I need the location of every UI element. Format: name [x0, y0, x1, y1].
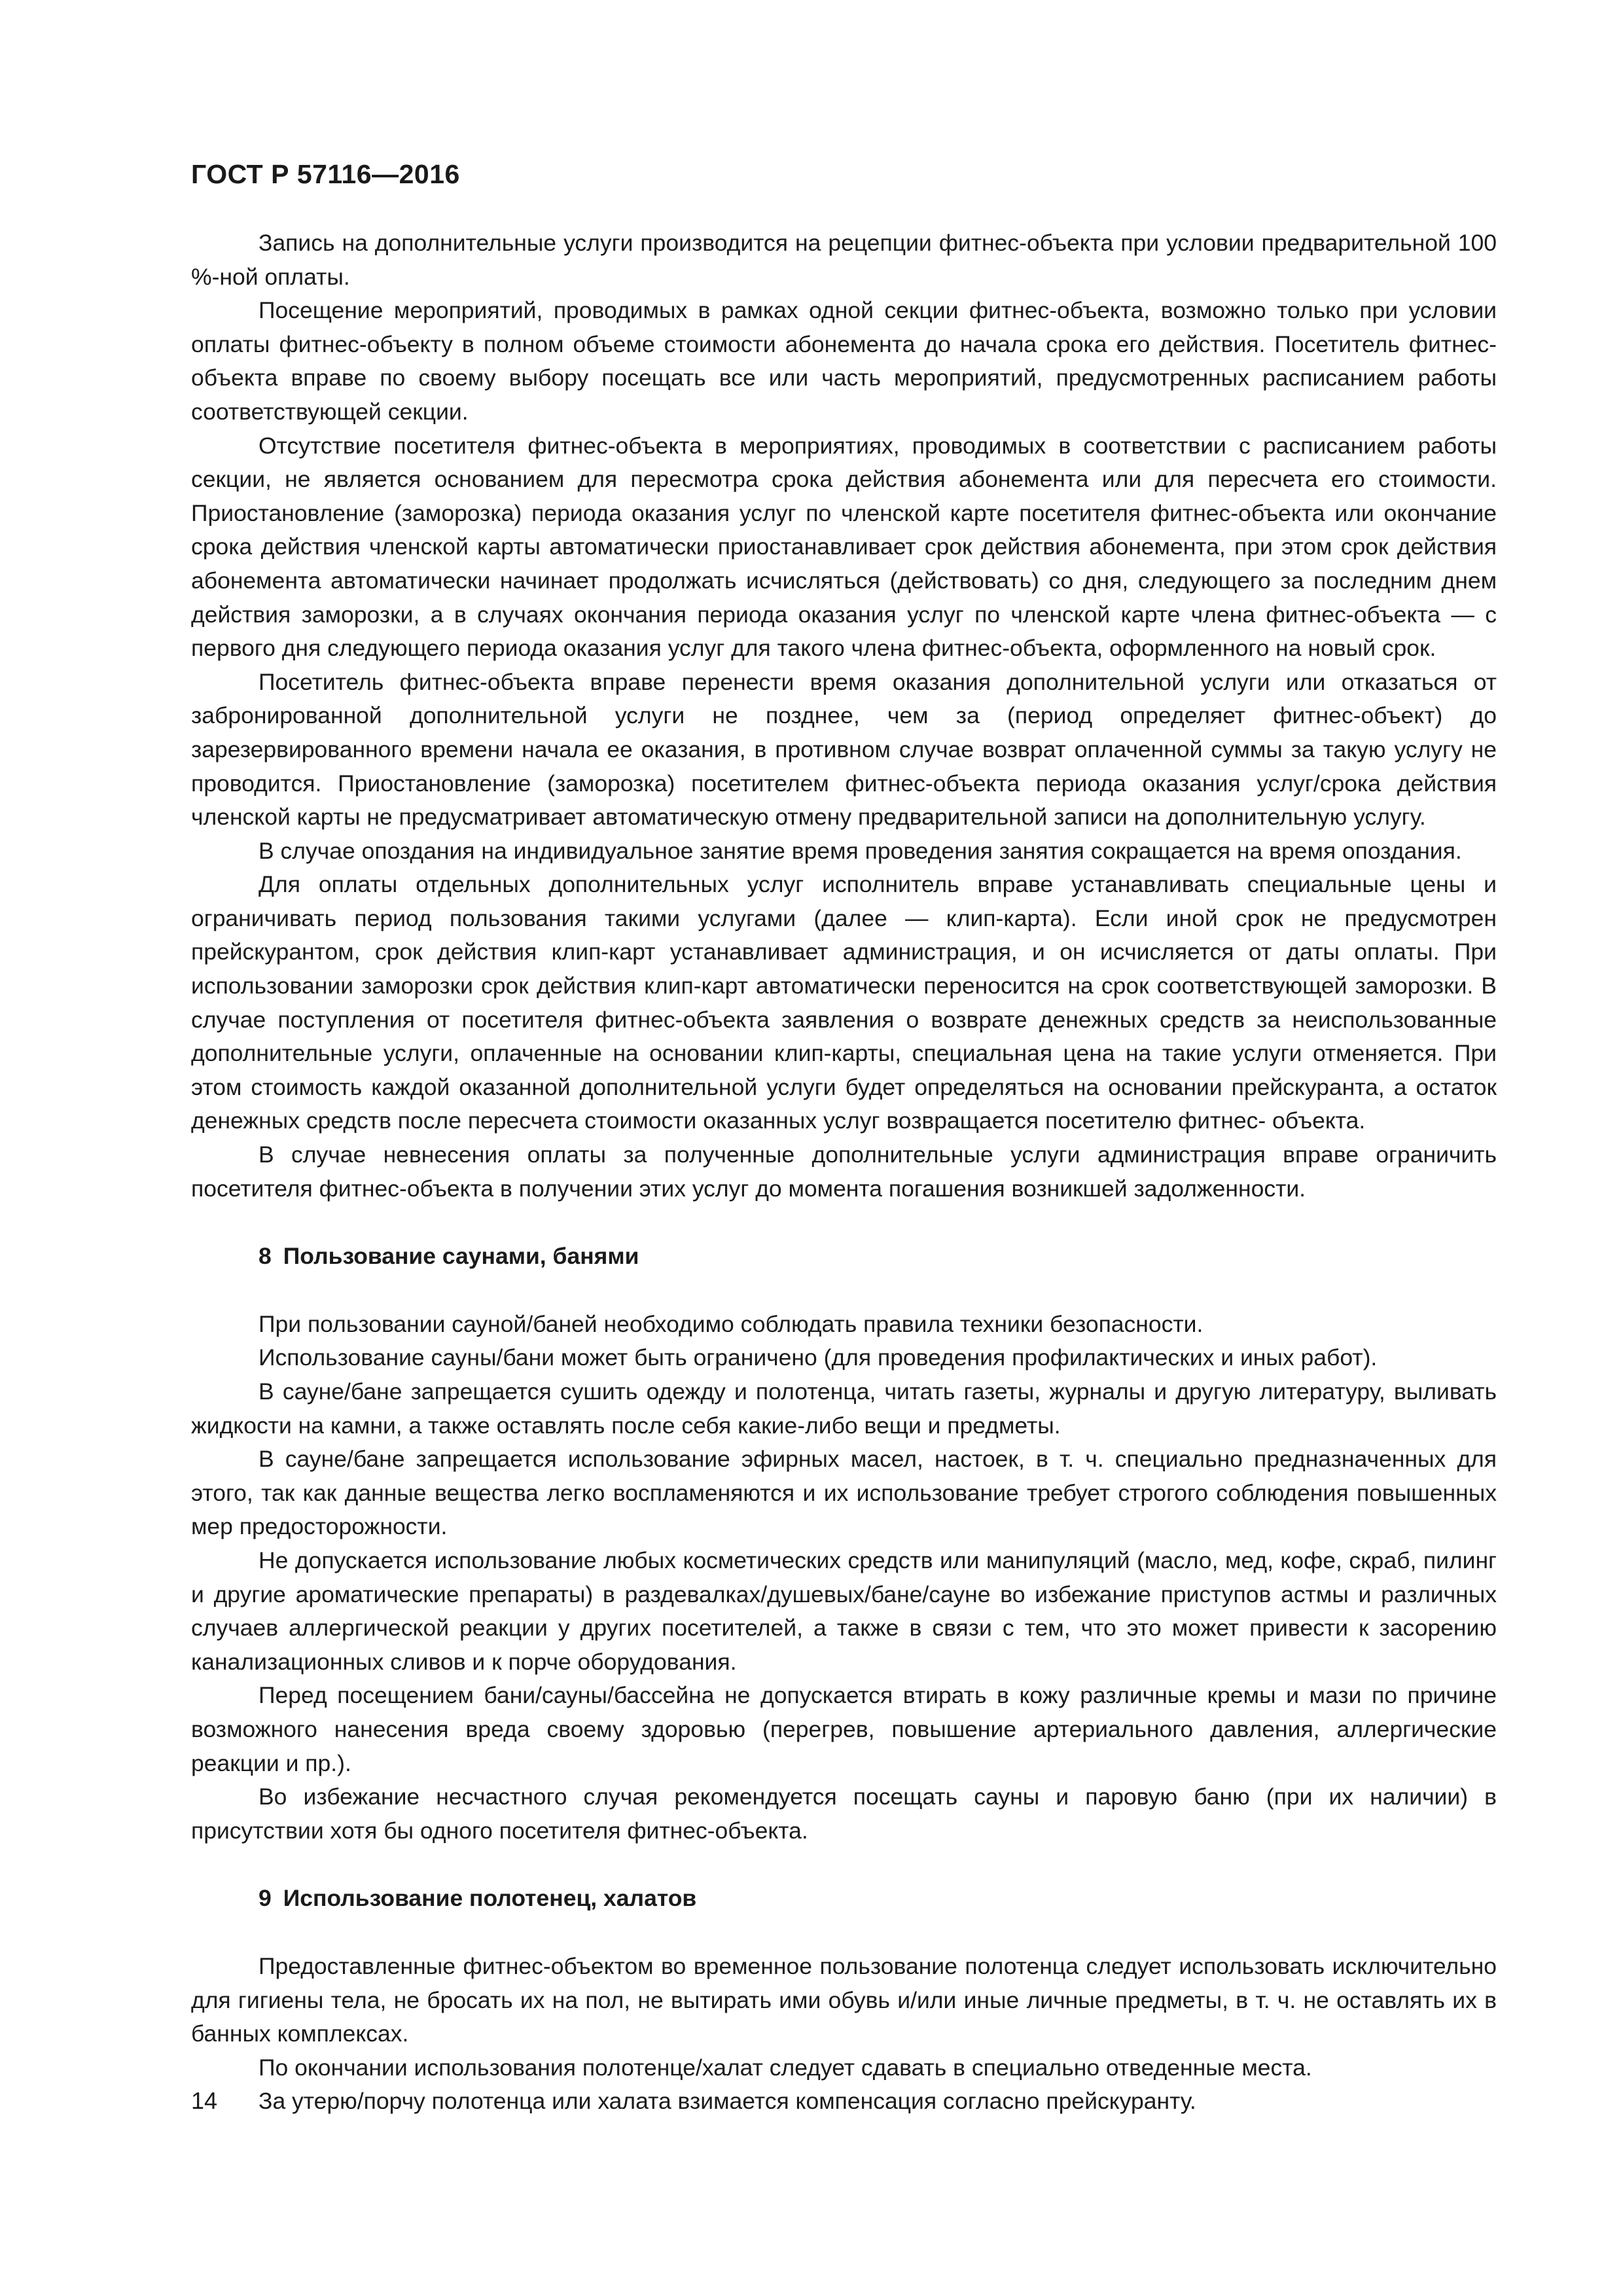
paragraph: Не допускается использование любых косметических средств или манипуляций (масло, мед, кофе, скраб, пилинг и другие ароматические препараты) в раздевалках/душевых/бане/сауне во избежание приступов астмы и различных случаев аллергической реакции у других посетителей, а также в связи с тем, что это может привести к засорению канализационных сливов и к порче оборудования.	[191, 1547, 1497, 1675]
paragraph: В сауне/бане запрещается сушить одежду и полотенца, читать газеты, журналы и другую литературу, выливать жидкости на камни, а также оставлять после себя какие-либо вещи и предметы.	[191, 1378, 1497, 1439]
paragraph: В случае опоздания на индивидуальное занятие время проведения занятия сокращается на время опоздания.	[259, 837, 1462, 864]
paragraph: В сауне/бане запрещается использование эфирных масел, настоек, в т. ч. специально предназначенных для этого, так как данные вещества легко воспламеняются и их использование требует строгого соблюдения повышенных мер предосторожности.	[191, 1446, 1497, 1540]
section-heading-9	[191, 1882, 1497, 1916]
paragraph: Для оплаты отдельных дополнительных услуг исполнитель вправе устанавливать специальные цены и ограничивать период пользования такими услугами (далее — клип-карта). Если иной срок не предусмотрен прейскурантом, срок действия клип-карт устанавливает администрация, и он исчисляется от даты оплаты. При использовании заморозки срок действия клип-карт автоматически переносится на срок соответствующей заморозки. В случае поступления от посетителя фитнес-объекта заявления о возврате денежных средств за неиспользованные дополнительные услуги, оплаченные на основании клип-карты, специальная цена на такие услуги отменяется. При этом стоимость каждой оказанной дополнительной услуги будет определяться на основании прейскуранта, а остаток денежных средств после пересчета стоимости оказанных услуг возвращается посетителю фитнес- объекта.	[191, 871, 1497, 1134]
section-heading-8	[191, 1240, 1497, 1274]
paragraph: Посетитель фитнес-объекта вправе перенести время оказания дополнительной услуги или отказаться от забронированной дополнительной услуги не позднее, чем за (период определяет фитнес-объект) до зарезервированного времени начала ее оказания, в противном случае возврат оплаченной суммы за такую услугу не проводится. Приостановление (заморозка) посетителем фитнес-объекта периода оказания услуг/срока действия членской карты не предусматривает автоматическую отмену предварительной записи на дополнительную услугу.	[191, 668, 1497, 831]
paragraph: Использование сауны/бани может быть ограничено (для проведения профилактических и иных работ).	[259, 1344, 1378, 1371]
paragraph: По окончании использования полотенце/халат следует сдавать в специально отведенные места.	[259, 2054, 1312, 2081]
paragraph: Во избежание несчастного случая рекомендуется посещать сауны и паровую баню (при их наличии) в присутствии хотя бы одного посетителя фитнес-объекта.	[191, 1784, 1497, 1844]
section-number: 9	[259, 1885, 272, 1912]
paragraph: При пользовании сауной/баней необходимо соблюдать правила техники безопасности.	[259, 1310, 1204, 1337]
paragraph: Посещение мероприятий, проводимых в рамках одной секции фитнес-объекта, возможно только при условии оплаты фитнес-объекту в полном объеме стоимости абонемента до начала срока его действия. Посетитель фитнес-объекта вправе по своему выбору посещать все или часть мероприятий, предусмотренных расписанием работы соответствующей секции.	[191, 297, 1497, 425]
paragraph: Перед посещением бани/сауны/бассейна не допускается втирать в кожу различные кремы и мази по причине возможного нанесения вреда своему здоровью (перегрев, повышение артериального давления, аллергические реакции и пр.).	[191, 1682, 1497, 1776]
paragraph: Отсутствие посетителя фитнес-объекта в мероприятиях, проводимых в соответствии с расписанием работы секции, не является основанием для пересмотра срока действия абонемента или для пересчета его стоимости. Приостановление (заморозка) периода оказания услуг по членской карте посетителя фитнес-объекта или окончание срока действия членской карты автоматически приостанавливает срок действия абонемента, при этом срок действия абонемента автоматически начинает продолжать исчисляться (действовать) со дня, следующего за последним днем действия заморозки, а в случаях окончания периода оказания услуг по членской карте члена фитнес-объекта — с первого дня следующего периода оказания услуг для такого члена фитнес-объекта, оформленного на новый срок.	[191, 432, 1497, 662]
section-number: 8	[259, 1243, 272, 1270]
section-title: Использование полотенец, халатов	[283, 1885, 697, 1912]
paragraph: Запись на дополнительные услуги производится на рецепции фитнес-объекта при условии предварительной 100 %-ной оплаты.	[191, 230, 1497, 290]
document-header: ГОСТ Р 57116—2016	[191, 159, 460, 189]
document-body	[191, 226, 1497, 2119]
page-number: 14	[191, 2087, 218, 2114]
paragraph: Предоставленные фитнес-объектом во временное пользование полотенца следует использовать исключительно для гигиены тела, не бросать их на пол, не вытирать ими обувь и/или иные личные предметы, в т. ч. не оставлять их в банных комплексах.	[191, 1952, 1497, 2047]
paragraph: В случае невнесения оплаты за полученные дополнительные услуги администрация вправе ограничить посетителя фитнес-объекта в получении этих услуг до момента погашения возникшей задолженности.	[191, 1141, 1497, 1202]
paragraph: За утерю/порчу полотенца или халата взимается компенсация согласно прейскуранту.	[259, 2088, 1196, 2115]
section-title: Пользование саунами, банями	[283, 1243, 639, 1270]
